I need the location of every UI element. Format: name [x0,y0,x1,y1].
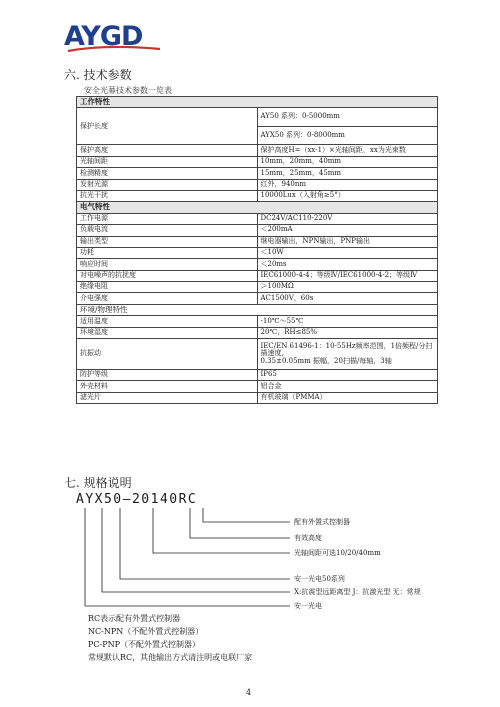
row-label: 工作电源 [77,213,258,224]
row-label: 适用温度 [77,316,258,327]
row-value: -10℃～55℃ [257,316,438,327]
section-title-tech-params: 六. 技术参数 [64,68,132,82]
note-line: RC表示配有外置式控制器 [88,614,181,623]
row-value: AC1500V，60s [257,293,438,304]
row-label: 负载电流 [77,225,258,236]
vibration-line: IEC/EN 61496-1：10-55Hz频率范围，1倍频程/分扫描速度， [260,341,433,358]
code-label-type: X:抗震型远距离型 J：抗激光型 无：常规 [294,588,421,596]
row-value: ＞100MΩ [257,282,438,293]
row-label: 保护高度 [77,145,258,156]
row-label: 光轴间距 [77,156,258,167]
row-label: 发射光源 [77,179,258,190]
model-code: AYX50—20140RC [76,492,198,507]
logo-text: AYGD [64,21,143,52]
env-header: 环境/物理特性 [77,304,438,315]
note-line: 常规默认RC，其他输出方式请注明或电联厂家 [88,653,253,662]
row-value: 10000Lux（入射角≥5°） [257,190,438,201]
note-line: NC-NPN（不配外置式控制器） [88,627,204,636]
row-label: 对电噪声的抗扰度 [77,270,258,281]
row-value: ＜200mA [257,225,438,236]
protect-length-label: 保护长度 [77,108,258,145]
row-value: DC24V/AC110-220V [257,213,438,224]
code-label-spacing: 光轴间距可选10/20/40mm [294,549,381,557]
row-label: 输出类型 [77,236,258,247]
row-label: 外壳材料 [77,381,258,392]
note-line: PC-PNP（不配外置式控制器） [88,640,200,649]
code-label-height: 有效高度 [294,534,322,542]
code-label-controller: 配有外置式控制器 [294,518,350,526]
row-value: 红外，940nm [257,179,438,190]
table-caption: 安全光幕技术参数一览表 [84,86,172,95]
row-label: 功耗 [77,247,258,258]
vibration-label: 抗振动 [77,339,258,370]
page-number: 4 [246,688,252,697]
row-value: 继电器输出，NPN输出，PNP输出 [257,236,438,247]
row-value: IP65 [257,370,438,381]
work-header: 工作特性 [77,97,438,108]
row-value: ＜20ms [257,259,438,270]
row-value: 有机玻璃（PMMA） [257,392,438,403]
row-label: 响应时间 [77,259,258,270]
row-label: 介电强度 [77,293,258,304]
protect-length-value: AYX50 系列：0-8000mm [257,126,438,145]
row-label: 环境湿度 [77,327,258,338]
vibration-line: 0.35±0.05mm 振幅，20扫描/每轴，3轴 [260,356,392,365]
row-value: 20℃，RH≤85% [257,327,438,338]
row-value: 铝合金 [257,381,438,392]
elec-header: 电气特性 [77,202,438,213]
row-label: 检测精度 [77,168,258,179]
code-label-brand: 安一光电 [294,602,322,610]
row-value: 10mm，20mm，40mm [257,156,438,167]
protect-length-value: AY50 系列：0-5000mm [257,108,438,127]
row-value: IEC61000-4-4；等级Ⅳ/IEC61000-4-2；等级Ⅳ [257,270,438,281]
row-value: ＜10W [257,247,438,258]
section-title-spec: 七. 规格说明 [64,476,132,490]
row-label: 抗光干扰 [77,190,258,201]
row-value: 保护高度H=（xx-1）×光轴间距，xx为光束数 [257,145,438,156]
row-label: 防护等级 [77,370,258,381]
row-label: 滤光片 [77,392,258,403]
row-label: 绝缘电阻 [77,282,258,293]
row-value: 15mm，25mm，45mm [257,168,438,179]
code-label-series: 安一光电50系列 [294,575,345,583]
